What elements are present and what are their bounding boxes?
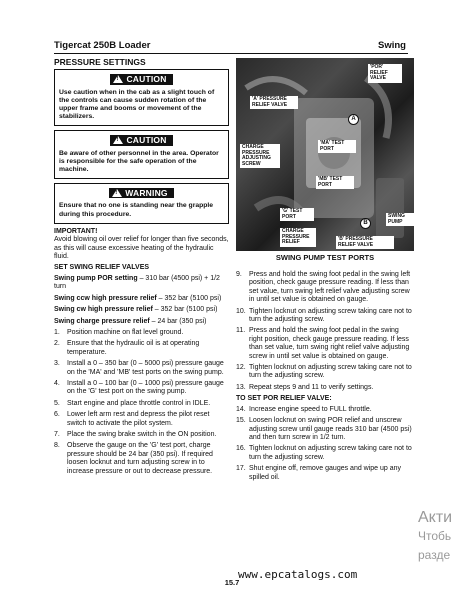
label-swing-pump: SWING PUMP (386, 213, 414, 226)
label-mb-test-port: 'MB' TEST PORT (316, 176, 354, 189)
setting-item: Swing cw high pressure relief – 352 bar (5100 psi) (54, 306, 218, 314)
caution-badge: !CAUTION (110, 74, 172, 84)
activation-line-2: Чтобь (418, 529, 452, 543)
caution-text: Be aware of other personnel in the area. Operator is responsible for the safe operation of the machine. (59, 149, 219, 174)
setting-item: Swing pump POR setting – 310 bar (4500 psi) + 1/2 turn (54, 274, 220, 291)
list-item: 16. Tighten locknut on adjusting screw taking care not to turn the adjusting screw. (236, 445, 412, 461)
warning-triangle-icon (112, 189, 122, 197)
label-a-pressure-relief: 'A' PRESSURE RELIEF VALVE (250, 96, 298, 109)
procedure-steps-por (236, 406, 414, 482)
label-charge-pressure-relief: CHARGE PRESSURE RELIEF (280, 228, 316, 247)
procedure-steps-left (54, 329, 229, 476)
important-heading: IMPORTANT! (54, 227, 98, 235)
caution-badge: !CAUTION (110, 135, 172, 145)
list-item: 9. Press and hold the swing foot pedal in the swing left position, check gauge pressure reading. If less than set value, turn swing left relief valve adjusting screw in until set value is obtained on gauge. (236, 271, 411, 304)
warning-text: Ensure that no one is standing near the grapple during this procedure. (59, 202, 214, 218)
list-item: 10. Tighten locknut on adjusting screw taking care not to turn the adjusting screw. (236, 307, 412, 324)
list-item: 1. Position machine on flat level ground. (54, 328, 184, 336)
left-column (54, 58, 229, 479)
caution-text: Use caution when in the cab as a slight touch of the controls can cause sudden rotation of the upper frame and booms or movement of the stabilizers. (59, 88, 215, 121)
list-item: 7. Place the swing brake switch in the ON position. (54, 430, 217, 438)
list-item: 12. Tighten locknut on adjusting screw taking care not to turn the adjusting screw. (236, 364, 412, 380)
warning-triangle-icon (113, 136, 123, 144)
activation-line-1: Акти (418, 509, 453, 526)
page-number: 15.7 (224, 578, 240, 587)
callout-marker-a: A (348, 114, 359, 125)
callout-marker-b: B (360, 218, 371, 229)
list-item: 5. Start engine and place throttle control in IDLE. (54, 399, 211, 407)
set-swing-relief-heading: SET SWING RELIEF VALVES (54, 264, 150, 272)
caution-box-1 (54, 69, 229, 126)
section-name: Swing (378, 40, 406, 51)
list-item: 4. Install a 0 – 100 bar (0 – 1000 psi) pressure gauge on the 'G' test port on the swing pump. (54, 379, 224, 396)
setting-item: Swing ccw high pressure relief – 352 bar (5100 psi) (54, 294, 222, 302)
warning-triangle-icon (113, 75, 123, 83)
activation-overlay (418, 508, 452, 565)
list-item: 15. Loosen locknut on swing POR relief and unscrew adjusting screw until gauge reads 310 bar (4500 psi) and then turn screw in 1/2 turn. (236, 417, 412, 441)
por-relief-heading: TO SET POR RELIEF VALVE: (236, 395, 332, 403)
warning-badge: !WARNING (109, 188, 173, 198)
label-g-test-port: 'G' TEST PORT (280, 208, 314, 221)
list-item: 6. Lower left arm rest and depress the pilot reset switch to activate the pilot system. (54, 411, 210, 427)
list-item: 13. Repeat steps 9 and 11 to verify settings. (236, 383, 374, 391)
list-item: 3. Install a 0 – 350 bar (0 – 5000 psi) pressure gauge on the 'MA' and 'MB' test ports on the swing pump. (54, 360, 224, 376)
label-por-relief: 'POR' RELIEF VALVE (368, 64, 402, 83)
setting-item: Swing charge pressure relief – 24 bar (350 psi) (54, 317, 207, 325)
site-watermark: www.epcatalogs.com (238, 568, 358, 581)
label-charge-adjusting-screw: CHARGE PRESSURE ADJUSTING SCREW (240, 144, 280, 168)
warning-box (54, 183, 229, 224)
header-rule (54, 53, 408, 54)
right-column (236, 271, 414, 485)
list-item: 17. Shut engine off, remove gauges and wipe up any spilled oil. (236, 465, 402, 481)
list-item: 11. Press and hold the swing foot pedal in the swing right position, check gauge pressure reading. If less than set value, turn swing right relief valve adjusting screw in until set value is obtained on gauge. (236, 327, 410, 360)
activation-line-3: разде (418, 548, 451, 562)
label-ma-test-port: 'MA' TEST PORT (318, 140, 356, 153)
pressure-settings-title: PRESSURE SETTINGS (54, 57, 146, 67)
figure-caption: SWING PUMP TEST PORTS (236, 251, 414, 265)
swing-pump-photo (236, 58, 414, 265)
document-title: Tigercat 250B Loader (54, 40, 151, 51)
list-item: 2. Ensure that the hydraulic oil is at operating temperature. (54, 340, 200, 356)
list-item: 14. Increase engine speed to FULL throttle. (236, 405, 372, 413)
label-b-pressure-relief: 'B' PRESSURE RELIEF VALVE (336, 236, 394, 249)
caution-box-2 (54, 130, 229, 179)
list-item: 8. Observe the gauge on the 'G' test port, charge pressure should be 24 bar (350 psi). If required loosen locknut and turn adjusting screw in to increase pressure or out to decrease pressure. (54, 442, 213, 475)
important-text: Avoid blowing oil over relief for longer than five seconds, as this will cause excessive heating of the hydraulic fluid. (54, 236, 229, 261)
procedure-steps-right (236, 271, 414, 392)
